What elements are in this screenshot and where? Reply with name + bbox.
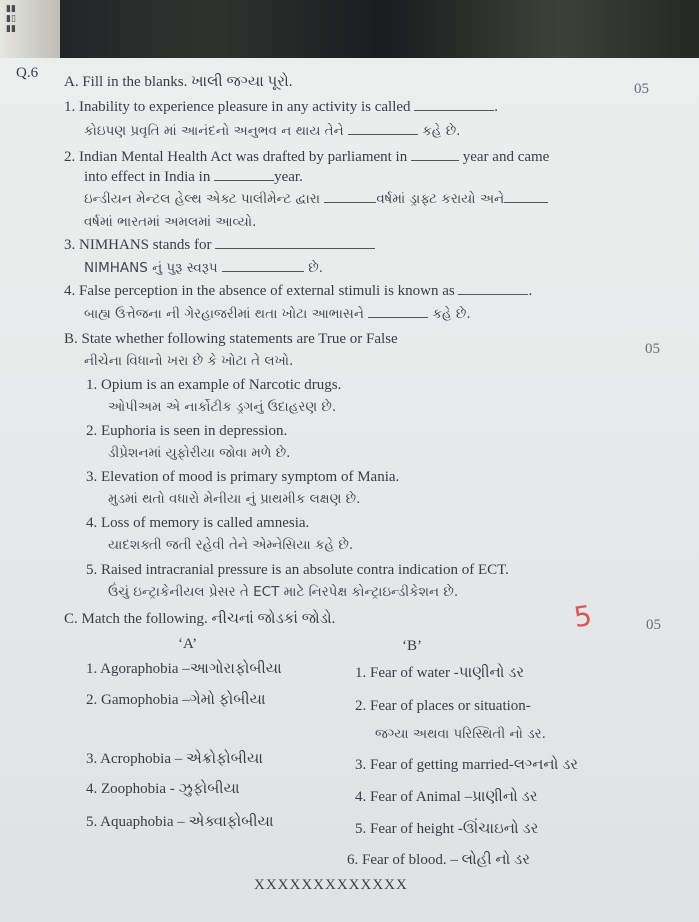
- b1-english: 1. Opium is an example of Narcotic drugs.: [86, 377, 342, 393]
- b1-gujarati: ઓપીઅમ એ નાર્કોટીક ડ્રગનું ઉદાહરણ છે.: [108, 399, 337, 415]
- section-a-heading: A. Fill in the blanks. ખાલી જગ્યા પૂરો.: [64, 74, 293, 90]
- b4-gujarati: યાદશક્તી જતી રહેવી તેને એમ્નેસિયા કહે છે.: [108, 537, 354, 553]
- match-left-3: 3. Acrophobia – એક્રોફોબીયા: [86, 751, 263, 767]
- b4-english: 4. Loss of memory is called amnesia.: [86, 515, 310, 531]
- a2-english-line2: into effect in India in year.: [84, 169, 303, 185]
- a2-english-line1: 2. Indian Mental Health Act was drafted by parliament in year and came: [64, 149, 550, 165]
- binder-strip: [0, 0, 60, 62]
- match-left-5: 5. Aquaphobia – એક્વાફોબીયા: [86, 814, 274, 830]
- section-c-marks: 05: [646, 617, 661, 633]
- a1-gujarati: કોઇપણ પ્રવૃતિ માં આનંદનો અનુભવ ન થાય તેને કહે છે.: [84, 123, 461, 139]
- b3-english: 3. Elevation of mood is primary symptom of Mania.: [86, 469, 400, 485]
- edge-stamp-graphic: ▮▮ ▮▯ ▮▮: [6, 4, 16, 34]
- b2-english: 2. Euphoria is seen in depression.: [86, 423, 288, 439]
- photo-background: [0, 0, 699, 62]
- section-a-marks: 05: [634, 81, 649, 97]
- a3-gujarati: NIMHANS નું પુરૂ સ્વરૂપ છે.: [84, 260, 324, 276]
- a4-english: 4. False perception in the absence of external stimuli is known as .: [64, 283, 533, 299]
- match-right-6: 6. Fear of blood. – લોહી નો ડર: [347, 852, 531, 868]
- end-marker: XXXXXXXXXXXXX: [254, 877, 408, 893]
- a1-english: 1. Inability to experience pleasure in any activity is called .: [64, 99, 499, 115]
- b5-gujarati: ઉંચું ઇન્ટ્રાકેનીયલ પ્રેસર તે ECT માટે નિરપેક્ષ કોન્ટ્રાઇન્ડીકેશન છે.: [108, 584, 459, 600]
- question-number: Q.6: [16, 65, 39, 81]
- column-b-header: ‘B’: [402, 638, 422, 654]
- section-c-heading: C. Match the following. નીચનાં જોડકાં જોડો.: [64, 611, 336, 627]
- match-right-1: 1. Fear of water -પાણીનો ડર: [355, 665, 525, 681]
- match-right-5: 5. Fear of height -ઊંચાઇનો ડર: [355, 821, 539, 837]
- b2-gujarati: ડીપ્રેશનમાં યુફોરીયા જોવા મળે છે.: [108, 445, 291, 461]
- column-a-header: ‘A’: [178, 636, 198, 652]
- section-b-heading-gujarati: નીચેના વિધાનો ખરા છે કે ખોટા તે લખો.: [84, 353, 294, 369]
- section-b-marks: 05: [645, 341, 660, 357]
- b5-english: 5. Raised intracranial pressure is an absolute contra indication of ECT.: [86, 562, 509, 578]
- red-pen-mark: 5: [571, 598, 595, 635]
- match-left-2: 2. Gamophobia –ગેમો ફોબીયા: [86, 692, 266, 708]
- match-right-4: 4. Fear of Animal –પ્રાણીનો ડર: [355, 789, 538, 805]
- match-left-1: 1. Agoraphobia –આગોરાફોબીયા: [86, 661, 282, 677]
- b3-gujarati: મુડમાં થતો વધારો મેનીયા નું પ્રાથમીક લક્ષણ છે.: [108, 491, 361, 507]
- section-b-heading: B. State whether following statements are True or False: [64, 331, 398, 347]
- a2-gujarati-line1: ઇન્ડીયન મેન્ટલ હેલ્થ એક્ટ પાલીમેન્ટ દ્વારા વર્ષમાં ડ્રાફ્ટ કરાયો અને: [84, 190, 548, 208]
- match-right-2-gujarati: જગ્યા અથવા પરિસ્થિતી નો ડર.: [375, 726, 546, 742]
- match-right-2: 2. Fear of places or situation-: [355, 698, 531, 714]
- a3-english: 3. NIMHANS stands for: [64, 236, 375, 254]
- a4-gujarati: બાહ્ય ઉત્તેજના ની ગેરહાજરીમાં થતા ખોટા આભાસને કહે છે.: [84, 306, 471, 322]
- match-right-3: 3. Fear of getting married-લગ્નનો ડર: [355, 757, 579, 773]
- a2-gujarati-line2: વર્ષમાં ભારતમાં અમલમાં આવ્યો.: [84, 214, 257, 230]
- match-left-4: 4. Zoophobia - ઝુફોબીયા: [86, 781, 240, 797]
- exam-paper: [0, 58, 699, 922]
